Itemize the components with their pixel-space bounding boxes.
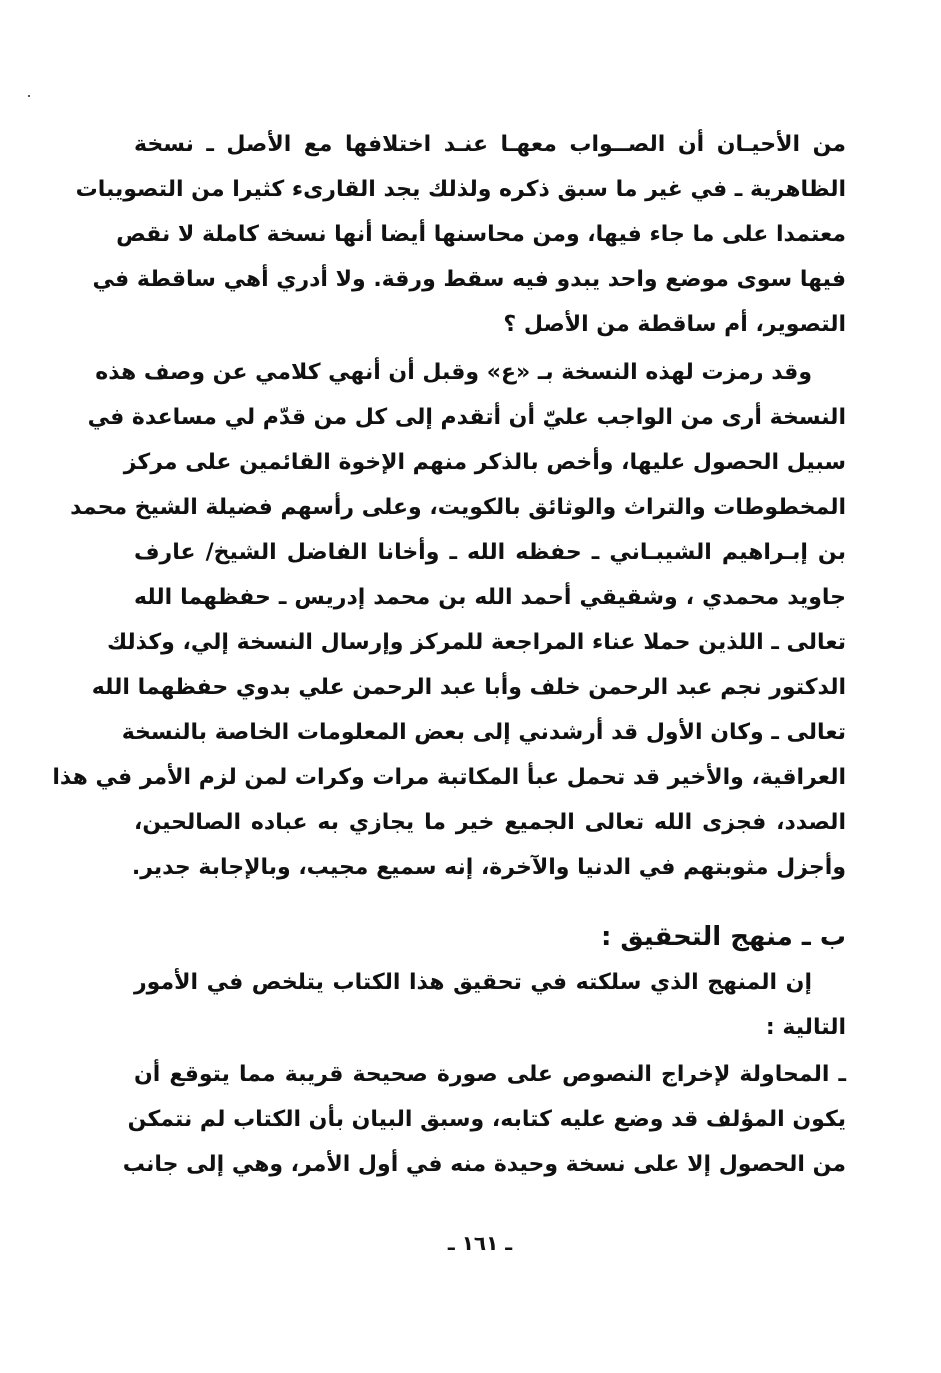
section-heading: ب ـ منهج التحقيق : <box>600 922 846 952</box>
text-line: من الحصول إلا على نسخة وحيدة منه في أول الأمر، وهي إلى جانب <box>122 1152 846 1177</box>
text-line: سبيل الحصول عليها، وأخص بالذكر منهم الإخوة القائمين على مركز <box>123 450 846 475</box>
text-line: بن إبـراهيم الشيبـاني ـ حفظه الله ـ وأخانا الفاضل الشيخ/ عارف <box>134 540 846 565</box>
text-line: الصدد، فجزى الله تعالى الجميع خير ما يجازي به عباده الصالحين، <box>134 810 846 835</box>
paragraph-1 <box>75 122 846 347</box>
text-line: العراقية، والأخير قد تحمل عبأ المكاتبة مرات وكرات لمن لزم الأمر في هذا <box>52 765 846 790</box>
text-line: وقد رمزت لهذه النسخة بـ «ع» وقبل أن أنهي كلامي عن وصف هذه <box>95 360 812 385</box>
text-line: الظاهرية ـ في غير ما سبق ذكره ولذلك يجد القارىء كثيرا من التصويبات <box>75 177 846 202</box>
text-line: النسخة أرى من الواجب عليّ أن أتقدم إلى كل من قدّم لي مساعدة في <box>87 405 846 430</box>
paragraph-3 <box>134 960 846 1050</box>
text-line: تعالى ـ اللذين حملا عناء المراجعة للمركز وإرسال النسخة إلي، وكذلك <box>106 630 846 655</box>
text-line: التصوير، أم ساقطة من الأصل ؟ <box>503 312 846 337</box>
text-line: يكون المؤلف قد وضع عليه كتابه، وسبق البيان بأن الكتاب لم نتمكن <box>127 1107 846 1132</box>
text-line: وأجزل مثوبتهم في الدنيا والآخرة، إنه سميع مجيب، وبالإجابة جدير. <box>131 855 846 880</box>
text-line: تعالى ـ وكان الأول قد أرشدني إلى بعض المعلومات الخاصة بالنسخة <box>121 720 846 745</box>
text-line: التالية : <box>765 1015 846 1040</box>
text-line: الدكتور نجم عبد الرحمن خلف وأبا عبد الرحمن علي بدوي حفظهما الله <box>91 675 846 700</box>
page-number: ـ ١٦١ ـ <box>447 1231 513 1255</box>
text-line: المخطوطات والتراث والوثائق بالكويت، وعلى رأسهم فضيلة الشيخ محمد <box>70 495 846 520</box>
text-line: جاويد محمدي ، وشقيقي أحمد الله بن محمد إدريس ـ حفظهما الله <box>134 585 846 610</box>
text-line: ـ المحاولة لإخراج النصوص على صورة صحيحة قريبة مما يتوقع أن <box>134 1062 846 1087</box>
paragraph-4 <box>122 1052 846 1187</box>
text-line: من الأحيـان أن الصــواب معهـا عنـد اختلافها مع الأصل ـ نسخة <box>134 132 846 157</box>
text-line: فيها سوى موضع واحد يبدو فيه سقط ورقة. ولا أدري أهي ساقطة في <box>92 267 846 292</box>
text-line: معتمدا على ما جاء فيها، ومن محاسنها أيضا أنها نسخة كاملة لا نقص <box>116 222 846 247</box>
scan-speck <box>28 95 30 97</box>
text-line: إن المنهج الذي سلكته في تحقيق هذا الكتاب يتلخص في الأمور <box>134 970 812 995</box>
paragraph-2 <box>52 350 846 890</box>
